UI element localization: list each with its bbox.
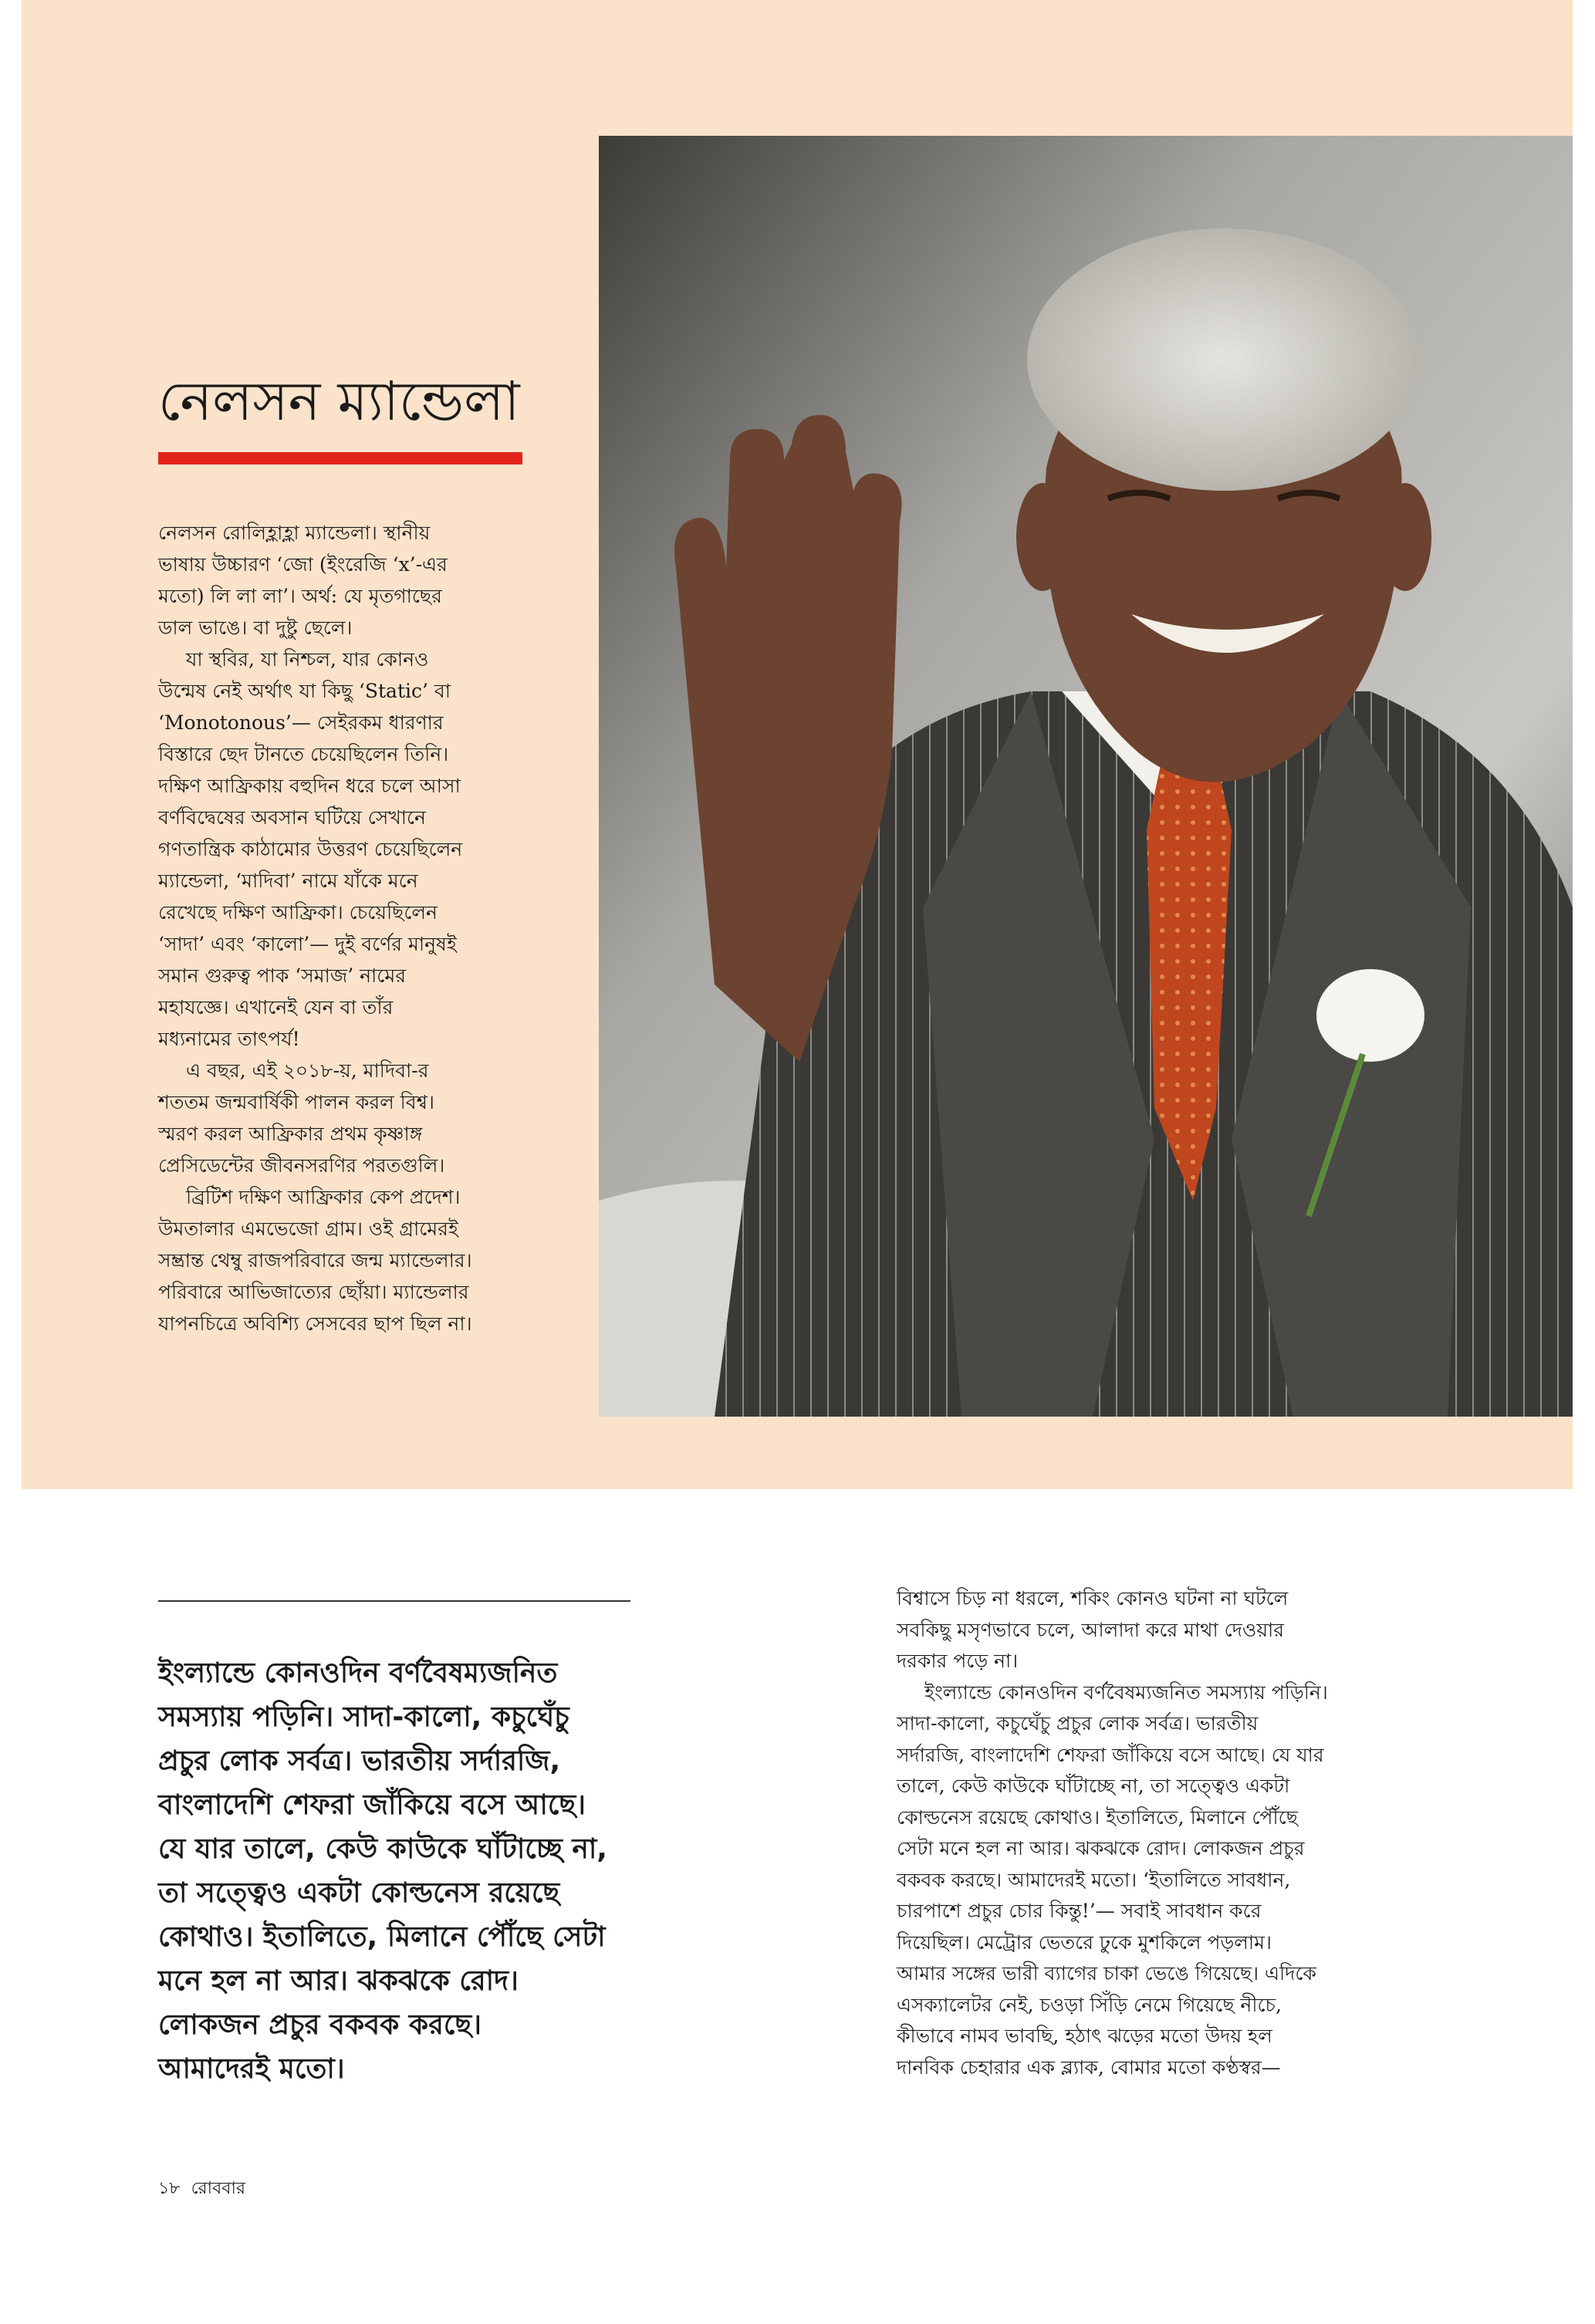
- page-number: ১৮: [158, 2179, 181, 2198]
- pull-quote-line: ইংল্যান্ডে কোনওদিন বর্ণবৈষম্যজনিত: [158, 1657, 558, 1689]
- intro-line: যাপনচিত্রে অবিশ্যি সেসবের ছাপ ছিল না।: [158, 1312, 472, 1335]
- intro-line: রেখেছে দক্ষিণ আফ্রিকা। চেয়েছিলেন: [158, 901, 438, 924]
- intro-line: মহাযজ্ঞে। এখানেই যেন বা তাঁর: [158, 996, 394, 1018]
- intro-line: সম্ভ্রান্ত থেম্বু রাজপরিবারে জন্ম ম্যান্ডেলার।: [158, 1249, 472, 1272]
- body-line: কোল্ডনেস রয়েছে কোথাও। ইতালিতে, মিলানে পৌঁছে: [897, 1805, 1298, 1829]
- body-line: দিয়েছিল। মেট্রোর ভেতরে ঢুকে মুশকিলে পড়লাম।: [897, 1930, 1272, 1954]
- body-column: [897, 1583, 1483, 2083]
- body-line: সবকিছু মসৃণভাবে চলে, আলাদা করে মাথা দেওয়ার: [897, 1618, 1285, 1641]
- intro-line: সমান গুরুত্ব পাক ‘সমাজ’ নামের: [158, 964, 406, 987]
- intro-line: ভাষায় উচ্চারণ ‘জো (ইংরেজি ‘x’-এর: [158, 553, 448, 576]
- intro-line: মতো) লি লা লা’। অর্থ: যে মৃতগাছের: [158, 585, 442, 607]
- intro-line: ডাল ভাঙে। বা দুষ্টু ছেলে।: [158, 616, 353, 639]
- intro-line: ‘Monotonous’— সেইরকম ধারণার: [158, 711, 444, 734]
- page-footer: [158, 2177, 256, 2201]
- pull-quote-line: যে যার তালে, কেউ কাউকে ঘাঁটাচ্ছে না,: [158, 1833, 607, 1865]
- body-line: চারপাশে প্রচুর চোর কিন্তু!’— সবাই সাবধান করে: [897, 1900, 1262, 1922]
- intro-line: উন্মেষ নেই অর্থাৎ যা কিছু ‘Static’ বা: [158, 680, 451, 702]
- article-title: নেলসন ম্যান্ডেলা: [158, 370, 520, 433]
- intro-line: স্মরণ করল আফ্রিকার প্রথম কৃষ্ণাঙ্গ: [158, 1123, 423, 1145]
- body-line: এসক্যালেটর নেই, চওড়া সিঁড়ি নেমে গিয়েছে নীচে,: [897, 1993, 1282, 2016]
- intro-line: পরিবারে আভিজাত্যের ছোঁয়া। ম্যান্ডেলার: [158, 1281, 469, 1303]
- portrait-illustration: [599, 136, 1573, 1417]
- portrait-photo: [599, 136, 1573, 1417]
- intro-line: মধ্যনামের তাৎপর্য!: [158, 1028, 300, 1050]
- pull-quote-line: সমস্যায় পড়িনি। সাদা-কালো, কচুঘেঁচু: [158, 1701, 569, 1733]
- intro-line: ‘সাদা’ এবং ‘কালো’— দুই বর্ণের মানুষই: [158, 933, 457, 955]
- intro-line: ব্রিটিশ দক্ষিণ আফ্রিকার কেপ প্রদেশ।: [186, 1186, 461, 1208]
- intro-column: [158, 517, 559, 1339]
- body-line: বিশ্বাসে চিড় না ধরলে, শকিং কোনও ঘটনা না ঘটলে: [897, 1587, 1289, 1610]
- intro-line: বিস্তারে ছেদ টানতে চেয়েছিলেন তিনি।: [158, 743, 449, 765]
- intro-line: বর্ণবিদ্বেষের অবসান ঘটিয়ে সেখানে: [158, 806, 426, 829]
- body-line: আমার সঙ্গের ভারী ব্যাগের চাকা ভেঙে গিয়েছে। এদিকে: [897, 1962, 1316, 1985]
- pull-quote: [158, 1651, 714, 2091]
- intro-line: দক্ষিণ আফ্রিকায় বহুদিন ধরে চলে আসা: [158, 775, 461, 797]
- pull-quote-line: আমাদেরই মতো।: [158, 2053, 345, 2085]
- body-line: সেটা মনে হল না আর। ঝকঝকে রোদ। লোকজন প্রচুর: [897, 1837, 1305, 1860]
- pull-quote-rule: [158, 1600, 630, 1602]
- pull-quote-line: তা সত্ত্বেও একটা কোল্ডনেস রয়েছে: [158, 1877, 560, 1909]
- pull-quote-line: বাংলাদেশি শেফরা জাঁকিয়ে বসে আছে।: [158, 1789, 586, 1821]
- body-line: কীভাবে নামব ভাবছি, হঠাৎ ঝড়ের মতো উদয় হল: [897, 2025, 1272, 2047]
- intro-line: গণতান্ত্রিক কাঠামোর উত্তরণ চেয়েছিলেন: [158, 838, 463, 860]
- intro-line: শততম জন্মবার্ষিকী পালন করল বিশ্ব।: [158, 1091, 434, 1113]
- body-line: সর্দারজি, বাংলাদেশি শেফরা জাঁকিয়ে বসে আছে। যে যার: [897, 1743, 1324, 1766]
- intro-line: এ বছর, এই ২০১৮-য়, মাদিবা-র: [186, 1059, 429, 1082]
- pull-quote-line: কোথাও। ইতালিতে, মিলানে পৌঁছে সেটা: [158, 1921, 606, 1953]
- body-line: দানবিক চেহারার এক ব্ল্যাক, বোমার মতো কণ্ঠস্বর—: [897, 2055, 1281, 2079]
- intro-line: উমতালার এমভেজো গ্রাম। ওই গ্রামেরই: [158, 1218, 458, 1240]
- intro-line: ম্যান্ডেলা, ‘মাদিবা’ নামে যাঁকে মনে: [158, 870, 418, 892]
- pull-quote-line: লোকজন প্রচুর বকবক করছে।: [158, 2009, 482, 2041]
- pull-quote-line: প্রচুর লোক সর্বত্র। ভারতীয় সর্দারজি,: [158, 1745, 561, 1777]
- body-line: সাদা-কালো, কচুঘেঁচু প্রচুর লোক সর্বত্র। ভারতীয়: [897, 1712, 1259, 1735]
- section-name: রোববার: [191, 2179, 245, 2198]
- intro-line: যা স্থবির, যা নিশ্চল, যার কোনও: [186, 648, 429, 671]
- intro-line: নেলসন রোলিহ্লাহ্লা ম্যান্ডেলা। স্থানীয়: [158, 522, 431, 544]
- intro-line: প্রেসিডেন্টের জীবনসরণির পরতগুলি।: [158, 1154, 445, 1177]
- body-line: বকবক করছে। আমাদেরই মতো। ‘ইতালিতে সাবধান,: [897, 1868, 1291, 1891]
- body-line: তালে, কেউ কাউকে ঘাঁটাচ্ছে না, তা সত্ত্বেও একটা: [897, 1775, 1290, 1797]
- body-line: দরকার পড়ে না।: [897, 1650, 1019, 1672]
- body-line: ইংল্যান্ডে কোনওদিন বর্ণবৈষম্যজনিত সমস্যায় পড়িনি।: [924, 1681, 1328, 1704]
- pull-quote-line: মনে হল না আর। ঝকঝকে রোদ।: [158, 1965, 519, 1997]
- title-underline: [158, 452, 522, 464]
